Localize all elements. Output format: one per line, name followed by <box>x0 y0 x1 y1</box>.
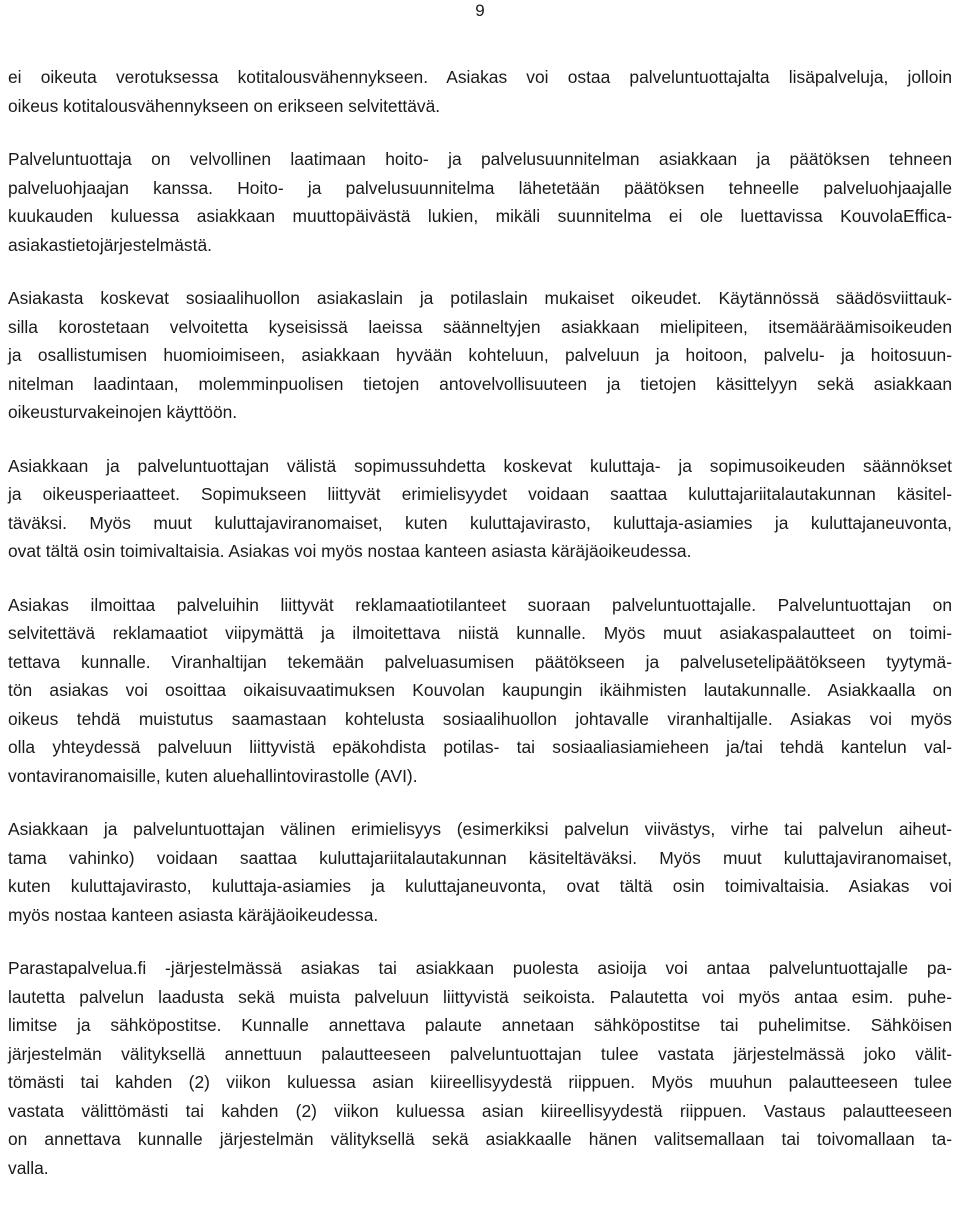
document-body <box>8 63 952 1207</box>
text-line: oikeus kotitalousvähennykseen on erikseen selvitettävä. <box>8 95 441 116</box>
text-line: tön asiakas voi osoittaa oikaisuvaatimuksen Kouvolan kaupungin ikäihmisten lautakunnalle. Asiakkaalla on <box>8 680 952 700</box>
text-line: tama vahinko) voidaan saattaa kuluttajariitalautakunnan käsiteltäväksi. Myös muut kuluttajaviranomaiset, <box>8 847 952 868</box>
text-line: limitse ja sähköpostitse. Kunnalle annettava palaute annetaan sähköpostitse tai puhelimitse. Sähköisen <box>8 1015 952 1035</box>
paragraph <box>8 815 952 929</box>
text-line: ja oikeusperiaatteet. Sopimukseen liittyvät erimielisyydet voidaan saattaa kuluttajariitalautakunnan käsitel- <box>8 484 952 504</box>
text-line: tettava kunnalle. Viranhaltijan tekemään palveluasumisen päätökseen ja palvelusetelipäätökseen tyytymä- <box>8 651 952 672</box>
text-line: ei oikeuta verotuksessa kotitalousvähennykseen. Asiakas voi ostaa palveluntuottajalta lisäpalveluja, jolloin <box>8 67 952 87</box>
text-line: kuten kuluttajavirasto, kuluttaja-asiamies ja kuluttajaneuvonta, ovat tältä osin toimivaltaisia. Asiakas voi <box>8 876 952 896</box>
paragraph <box>8 284 952 427</box>
text-line: vontaviranomaisille, kuten aluehallintovirastolle (AVI). <box>8 765 418 786</box>
page-number: 9 <box>475 1 485 20</box>
text-line: lautetta palvelun laadusta sekä muista palveluun liittyvistä seikoista. Palautetta voi myös antaa esim. puhe- <box>8 986 952 1007</box>
text-line: täväksi. Myös muut kuluttajaviranomaiset, kuten kuluttajavirasto, kuluttaja-asiamies ja kuluttajaneuvonta, <box>8 512 952 533</box>
text-line: oikeusturvakeinojen käyttöön. <box>8 402 238 422</box>
text-line: silla korostetaan velvoitetta kyseisissä laeissa säänneltyjen asiakkaan mielipiteen, itsemääräämisoikeuden <box>8 316 952 337</box>
paragraph <box>8 452 952 566</box>
text-line: myös nostaa kanteen asiasta käräjäoikeudessa. <box>8 904 379 925</box>
text-line: palveluohjaajan kanssa. Hoito- ja palvelusuunnitelma lähetetään päätöksen tehneelle palveluohjaajalle <box>8 177 952 198</box>
paragraph <box>8 145 952 259</box>
text-line: Asiakas ilmoittaa palveluihin liittyvät reklamaatiotilanteet suoraan palveluntuottajalle. Palveluntuottajan on <box>8 594 952 615</box>
text-line: Palveluntuottaja on velvollinen laatimaan hoito- ja palvelusuunnitelman asiakkaan ja päätöksen tehneen <box>8 149 952 169</box>
paragraph <box>8 63 952 120</box>
text-line: ja osallistumisen huomioimiseen, asiakkaan hyvään kohteluun, palveluun ja hoitoon, palvelu- ja hoitosuun- <box>8 345 952 365</box>
text-line: olla yhteydessä palveluun liittyvistä epäkohdista potilas- tai sosiaaliasiamieheen ja/tai tehdä kantelun val- <box>8 737 952 757</box>
text-line: valla. <box>8 1157 49 1178</box>
text-line: kuukauden kuluessa asiakkaan muuttopäivästä lukien, mikäli suunnitelma ei ole luettavissa KouvolaEffica- <box>8 206 952 226</box>
text-line: Parastapalvelua.fi -järjestelmässä asiakas tai asiakkaan puolesta asioija voi antaa palveluntuottajalle pa- <box>8 958 952 978</box>
paragraph <box>8 954 952 1182</box>
text-line: tömästi tai kahden (2) viikon kuluessa asian kiireellisyydestä riippuen. Myös muuhun palautteeseen tulee <box>8 1072 952 1092</box>
text-line: Asiakkaan ja palveluntuottajan välistä sopimussuhdetta koskevat kuluttaja- ja sopimusoikeuden säännökset <box>8 455 952 476</box>
text-line: Asiakasta koskevat sosiaalihuollon asiakaslain ja potilaslain mukaiset oikeudet. Käytännössä säädösviittauk- <box>8 288 952 308</box>
text-line: selvitettävä reklamaatiot viipymättä ja ilmoitettava niistä kunnalle. Myös muut asiakaspalautteet on toimi- <box>8 623 952 643</box>
text-line: järjestelmän välityksellä annettuun palautteeseen palveluntuottajan tulee vastata järjestelmässä joko välit- <box>8 1043 952 1064</box>
text-line: vastata välittömästi tai kahden (2) viikon kuluessa asian kiireellisyydestä riippuen. Vastaus palautteeseen <box>8 1100 952 1121</box>
paragraph <box>8 591 952 791</box>
text-line: Asiakkaan ja palveluntuottajan välinen erimielisyys (esimerkiksi palvelun viivästys, virhe tai palvelun aiheut- <box>8 819 952 839</box>
text-line: nitelman laadintaan, molemminpuolisen tietojen antovelvollisuuteen ja tietojen käsittelyyn sekä asiakkaan <box>8 373 952 394</box>
text-line: ovat tältä osin toimivaltaisia. Asiakas voi myös nostaa kanteen asiasta käräjäoikeudessa. <box>8 541 692 561</box>
text-line: asiakastietojärjestelmästä. <box>8 234 212 255</box>
text-line: oikeus tehdä muistutus saamastaan kohtelusta sosiaalihuollon johtavalle viranhaltijalle. Asiakas voi myös <box>8 708 952 729</box>
text-line: on annettava kunnalle järjestelmän välityksellä sekä asiakkaalle hänen valitsemallaan tai toivomallaan ta- <box>8 1129 952 1149</box>
